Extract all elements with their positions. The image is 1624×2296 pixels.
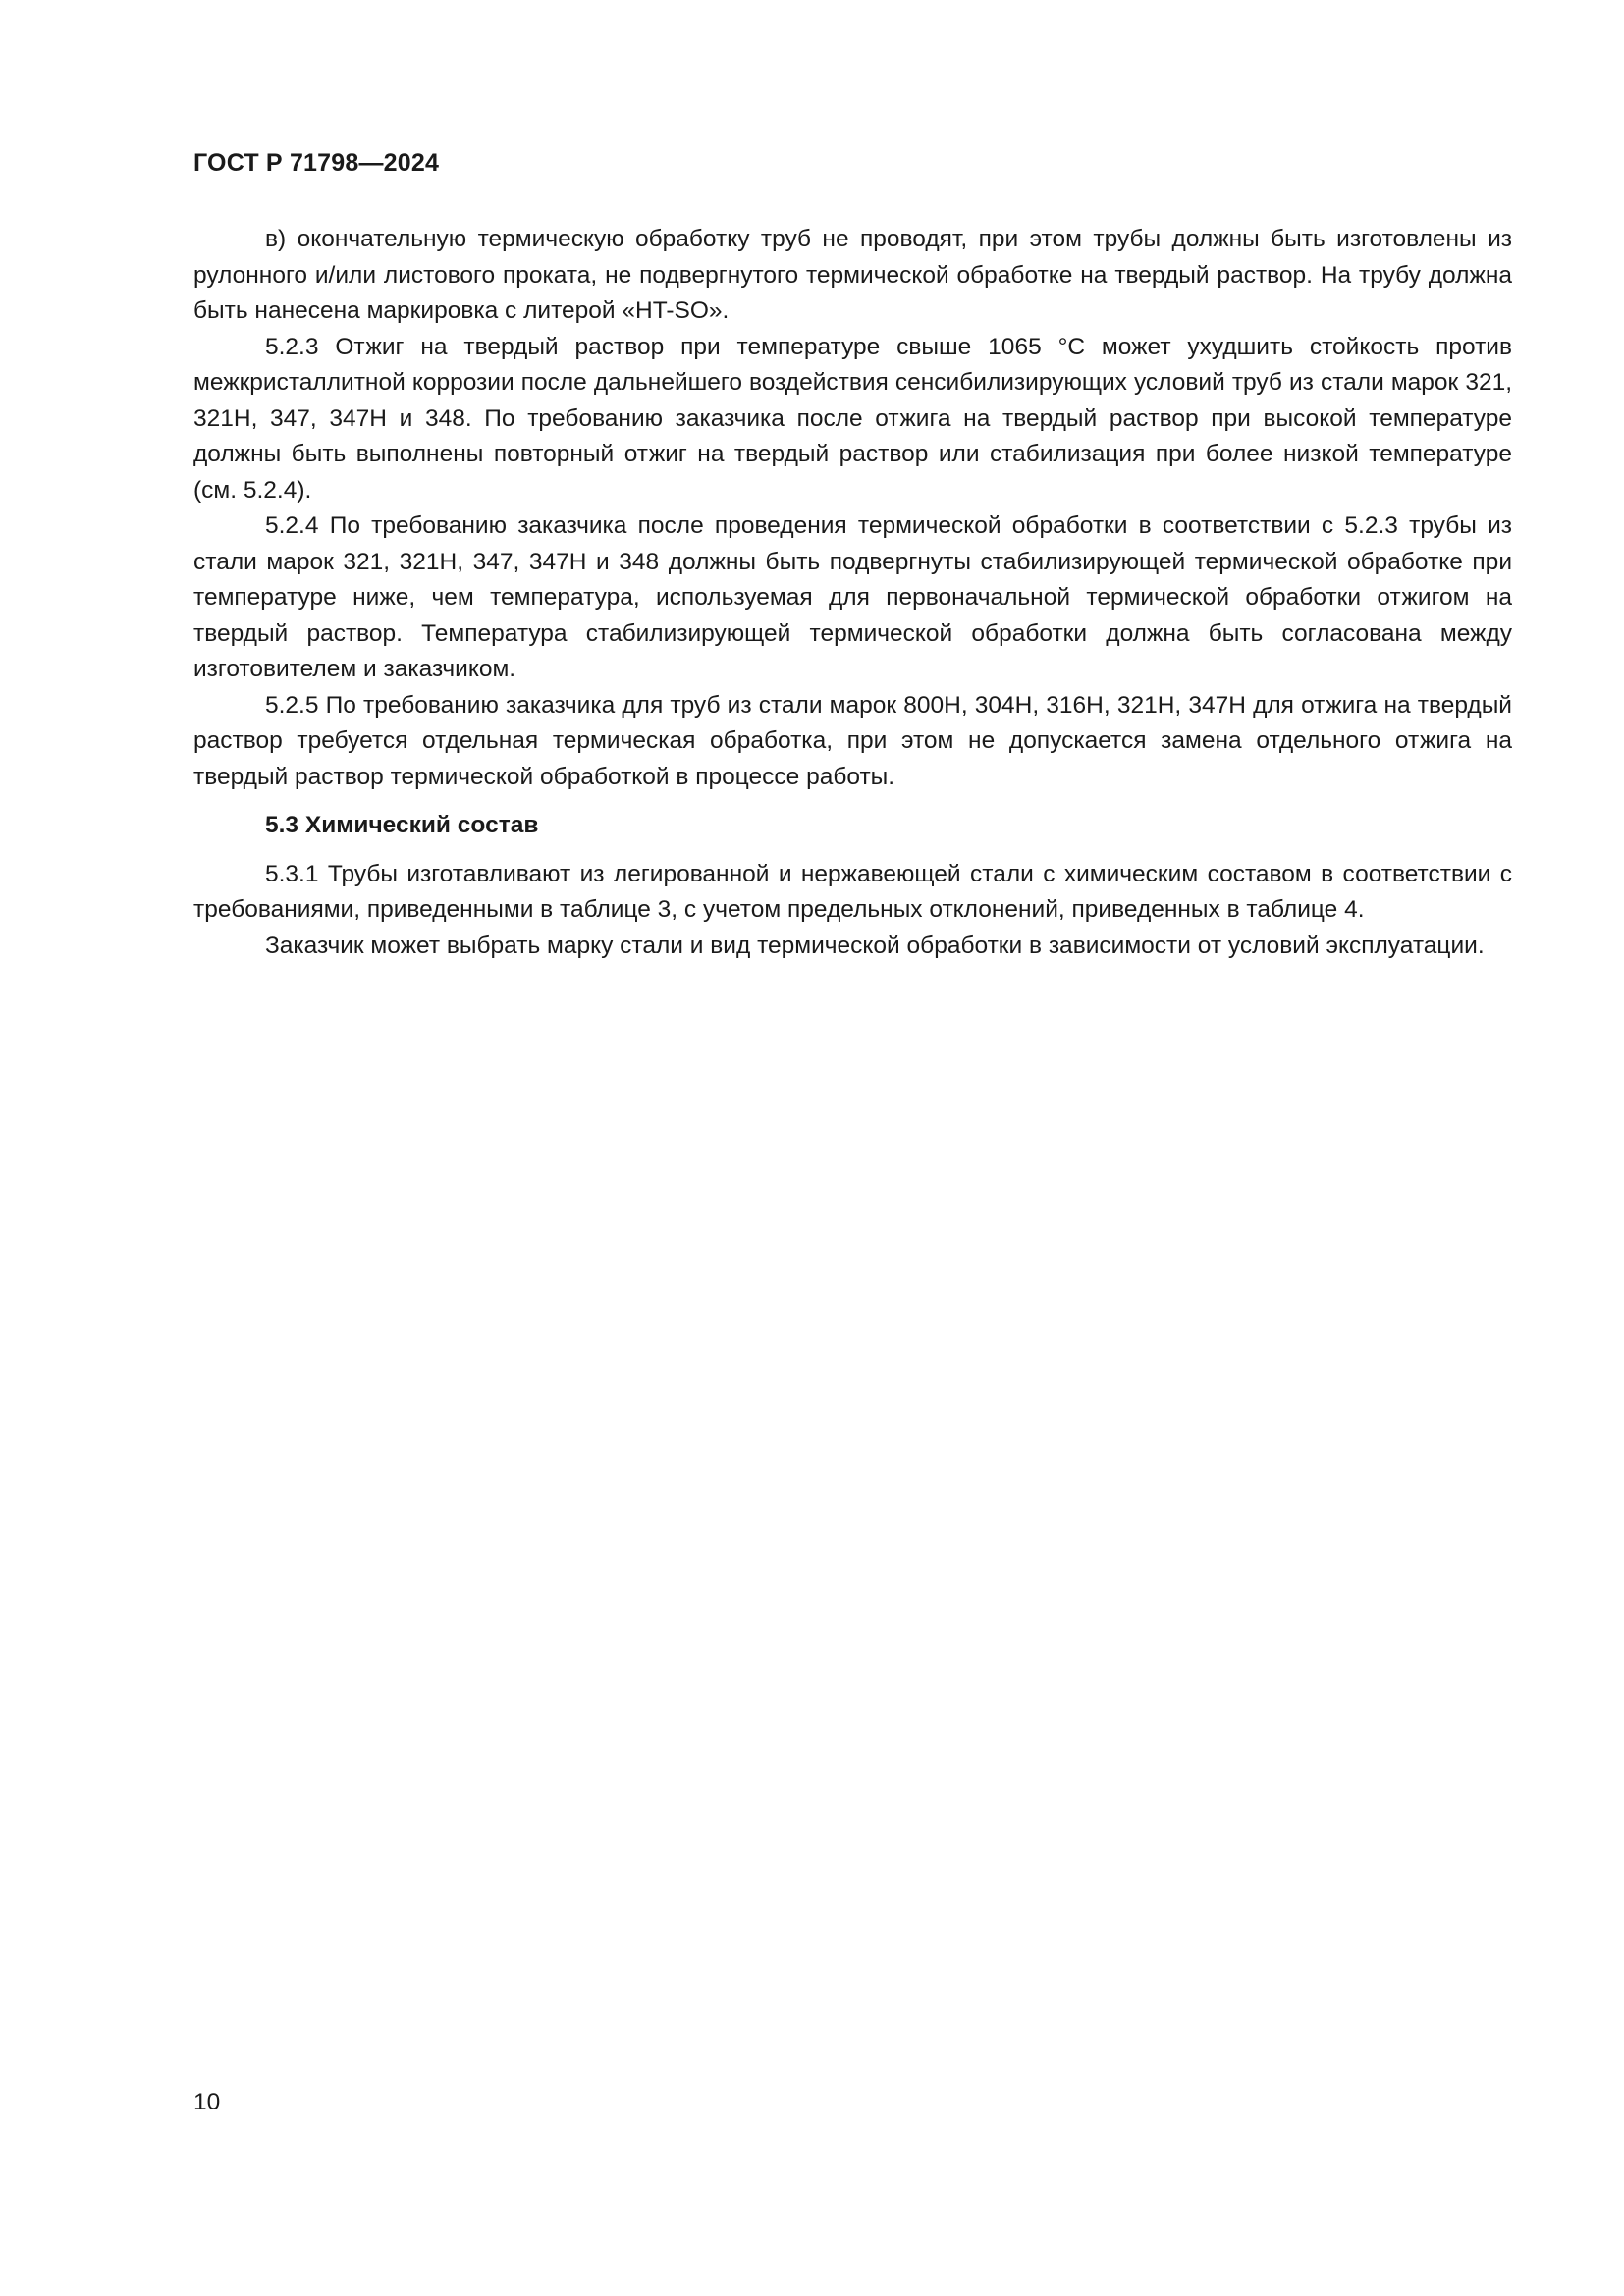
- paragraph-5-2-5: 5.2.5 По требованию заказчика для труб из стали марок 800Н, 304Н, 316Н, 321Н, 347Н для отжига на твердый раствор требуется отдельная термическая обработка, при этом не допускается замена отдельного отжига на твердый раствор термической обработкой в процессе работы.: [193, 691, 1512, 790]
- paragraph-5-2-4: 5.2.4 По требованию заказчика после проведения термической обработки в соответствии с 5.2.3 трубы из стали марок 321, 321Н, 347, 347Н и 348 должны быть подвергнуты стабилизирующей термической обработке при температуре ниже, чем температура, используемая для первоначальной термической обработки отжигом на твердый раствор. Температура стабилизирующей термической обработки должна быть согласована между изготовителем и заказчиком.: [193, 512, 1512, 682]
- paragraph-5-3-1: 5.3.1 Трубы изготавливают из легированной и нержавеющей стали с химическим составом в соответствии с требованиями, приведенными в таблице 3, с учетом предельных отклонений, приведенных в таблице 4.: [193, 860, 1512, 923]
- page-number: 10: [193, 2089, 221, 2115]
- document-body: [193, 222, 1512, 964]
- document-header: ГОСТ Р 71798—2024: [193, 149, 440, 177]
- paragraph-5-2-3: 5.2.3 Отжиг на твердый раствор при температуре свыше 1065 °С может ухудшить стойкость против межкристаллитной коррозии после дальнейшего воздействия сенсибилизирующих условий труб из стали марок 321, 321Н, 347, 347Н и 348. По требованию заказчика после отжига на твердый раствор при высокой температуре должны быть выполнены повторный отжиг на твердый раствор или стабилизация при более низкой температуре (см. 5.2.4).: [193, 333, 1512, 504]
- paragraph-customer-choice: Заказчик может выбрать марку стали и вид термической обработки в зависимости от условий эксплуатации.: [265, 932, 1485, 959]
- paragraph-item-v: в) окончательную термическую обработку труб не проводят, при этом трубы должны быть изготовлены из рулонного и/или листового проката, не подвергнутого термической обработке на твердый раствор. На трубу должна быть нанесена маркировка с литерой «HT-SO».: [193, 226, 1512, 324]
- section-heading-5-3: 5.3 Химический состав: [265, 812, 539, 838]
